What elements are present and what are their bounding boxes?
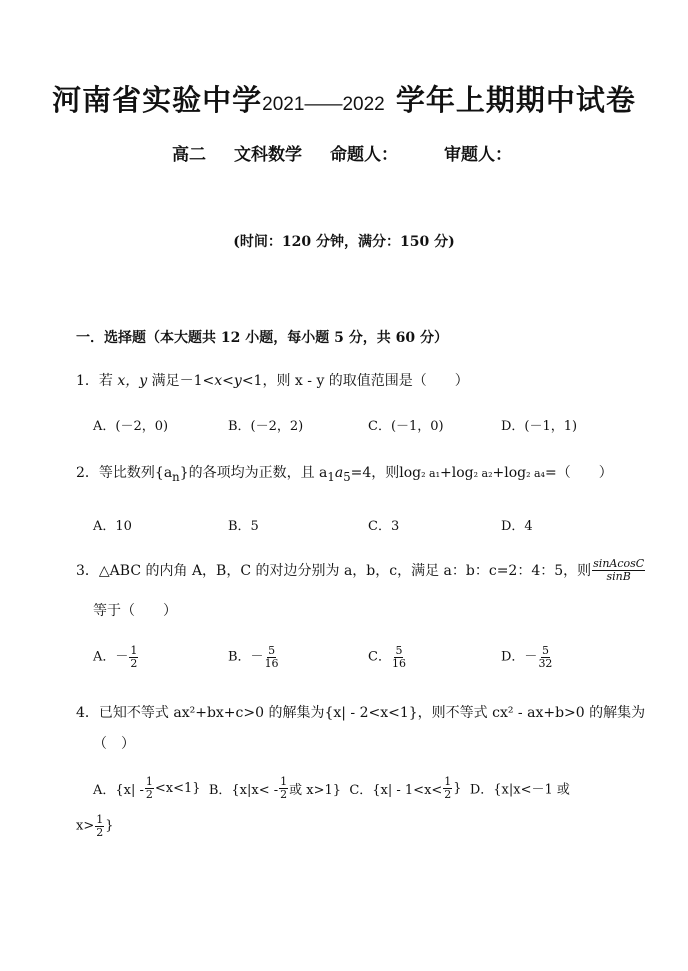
question-1-stem: 1．若 x，y 满足－1<x<y<1，则 x - y 的取值范围是（ ） xyxy=(76,373,469,389)
q3-fraction: $\frac{\text{sinAcosC}}{\sin B}$ xyxy=(593,557,645,583)
time-note: (时间：120 分钟，满分：150 分) xyxy=(233,234,455,250)
q3-option-d: D．－ $\frac{5}{32}$ xyxy=(501,644,553,670)
question-3-stem-line2: 等于（ ） xyxy=(93,603,177,619)
q4-options-row xyxy=(93,776,570,800)
q4-option-a: A．{x| - $\frac{1}{2}$ <x<1} xyxy=(93,775,201,801)
q1-option-c: C．(－1，0) xyxy=(368,419,444,434)
page-title xyxy=(0,78,688,119)
subject-label: 文科数学 xyxy=(234,145,302,165)
setter-label: 命题人： xyxy=(330,145,398,165)
q3-option-b: B．－ $\frac{5}{16}$ xyxy=(228,644,279,670)
reviewer-label: 审题人： xyxy=(444,145,512,165)
q3-option-a: A．－ $\frac{1}{2}$ xyxy=(93,644,138,670)
question-4-stem: 4．已知不等式 ax²+bx+c>0 的解集为{x| - 2<x<1}，则不等式 cx² - ax+b>0 的解集为 xyxy=(76,705,646,721)
title-exam: 学年上期期中试卷 xyxy=(395,83,636,117)
q4-option-d: D．{x|x<－1 或 xyxy=(469,782,570,798)
question-4-stem-line2: （ ） xyxy=(93,736,135,752)
q1-option-a: A．(－2，0) xyxy=(93,419,169,434)
title-years: 2021——2022 xyxy=(262,94,385,115)
question-3-stem: 3．△ABC 的内角 A，B，C 的对边分别为 a，b，c，满足 a：b：c=2：4：5，则 $\frac{\text{sinAcosC}}{\sin B}$ xyxy=(76,557,645,583)
question-2-stem: 2．等比数列$\{a_n\}$的各项均为正数，且 $a_1a_5=4$，则log₂ a₁+log₂ a₂+log₂ a₄=（ ） xyxy=(76,465,613,484)
q2-option-b: B．5 xyxy=(228,519,259,534)
q3-option-c: C． $\frac{5}{16}$ xyxy=(368,644,406,670)
q2-option-a: A．10 xyxy=(93,519,132,534)
q1-option-d: D．(－1，1) xyxy=(501,419,578,434)
q4-option-c: C．{x| - 1<x< $\frac{1}{2}$ } xyxy=(349,775,462,801)
q2-option-d: D．4 xyxy=(501,519,533,534)
q1-option-b: B．(－2，2) xyxy=(228,419,304,434)
q4-option-d-line2: x> $\frac{1}{2}$ } xyxy=(76,813,114,839)
grade-label: 高二 xyxy=(172,145,206,165)
exam-subtitle xyxy=(172,140,540,165)
section-title: 一．选择题（本大题共 12 小题，每小题 5 分，共 60 分） xyxy=(76,330,448,346)
q2-option-c: C．3 xyxy=(368,519,400,534)
title-school: 河南省实验中学 xyxy=(52,83,263,117)
q4-option-b: B．{x|x< - $\frac{1}{2}$ 或 x>1} xyxy=(208,775,342,801)
